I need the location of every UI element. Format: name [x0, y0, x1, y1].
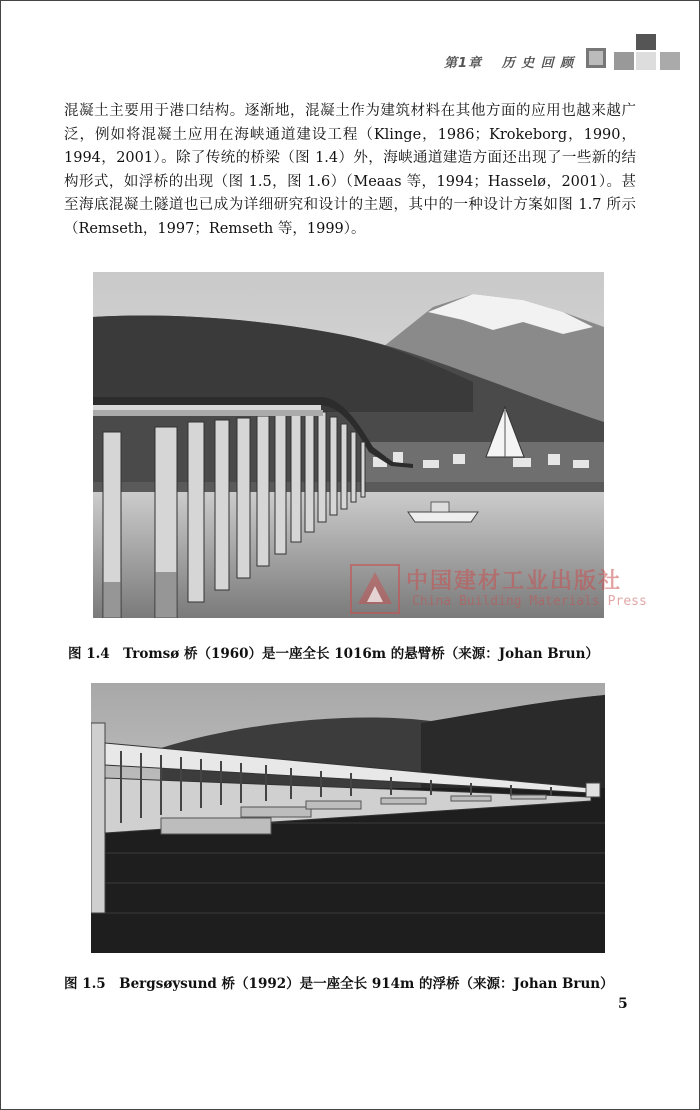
publisher-logo-icon	[350, 564, 400, 614]
figure-1-5-photo	[91, 683, 605, 953]
body-paragraph: 混凝土主要用于港口结构。逐渐地，混凝土作为建筑材料在其他方面的应用也越来越广泛，例如将混凝土应用在海峡通道建设工程（Klinge，1986；Krokeborg，1990，1994，2001）。除了传统的桥梁（图 1.4）外，海峡通道建造方面还出现了一些新的结构形式，如浮桥的出现（图 1.5，图 1.6）（Meaas 等，1994；Hasselø，2001）。甚至海底混凝土隧道也已成为详细研究和设计的主题，其中的一种设计方案如图 1.7 所示（Remseth，1997；Remseth 等，1999）。	[64, 103, 636, 237]
chapter-title: 历 史 回 顾	[501, 56, 575, 71]
watermark-english: China Building Materials Press	[412, 594, 647, 609]
watermark-chinese: 中国建材工业出版社	[406, 568, 623, 594]
page-number: 5	[618, 996, 628, 1012]
chapter-label: 第1章	[444, 56, 483, 71]
running-header	[444, 52, 574, 71]
figure-1-5-caption: 图 1.5 Bergsøysund 桥（1992）是一座全长 914m 的浮桥（来源：Johan Brun）	[64, 976, 614, 992]
header-decoration	[586, 34, 686, 72]
publisher-watermark	[350, 560, 647, 616]
figure-1-4-caption: 图 1.4 Tromsø 桥（1960）是一座全长 1016m 的悬臂桥（来源：Johan Brun）	[68, 646, 599, 662]
